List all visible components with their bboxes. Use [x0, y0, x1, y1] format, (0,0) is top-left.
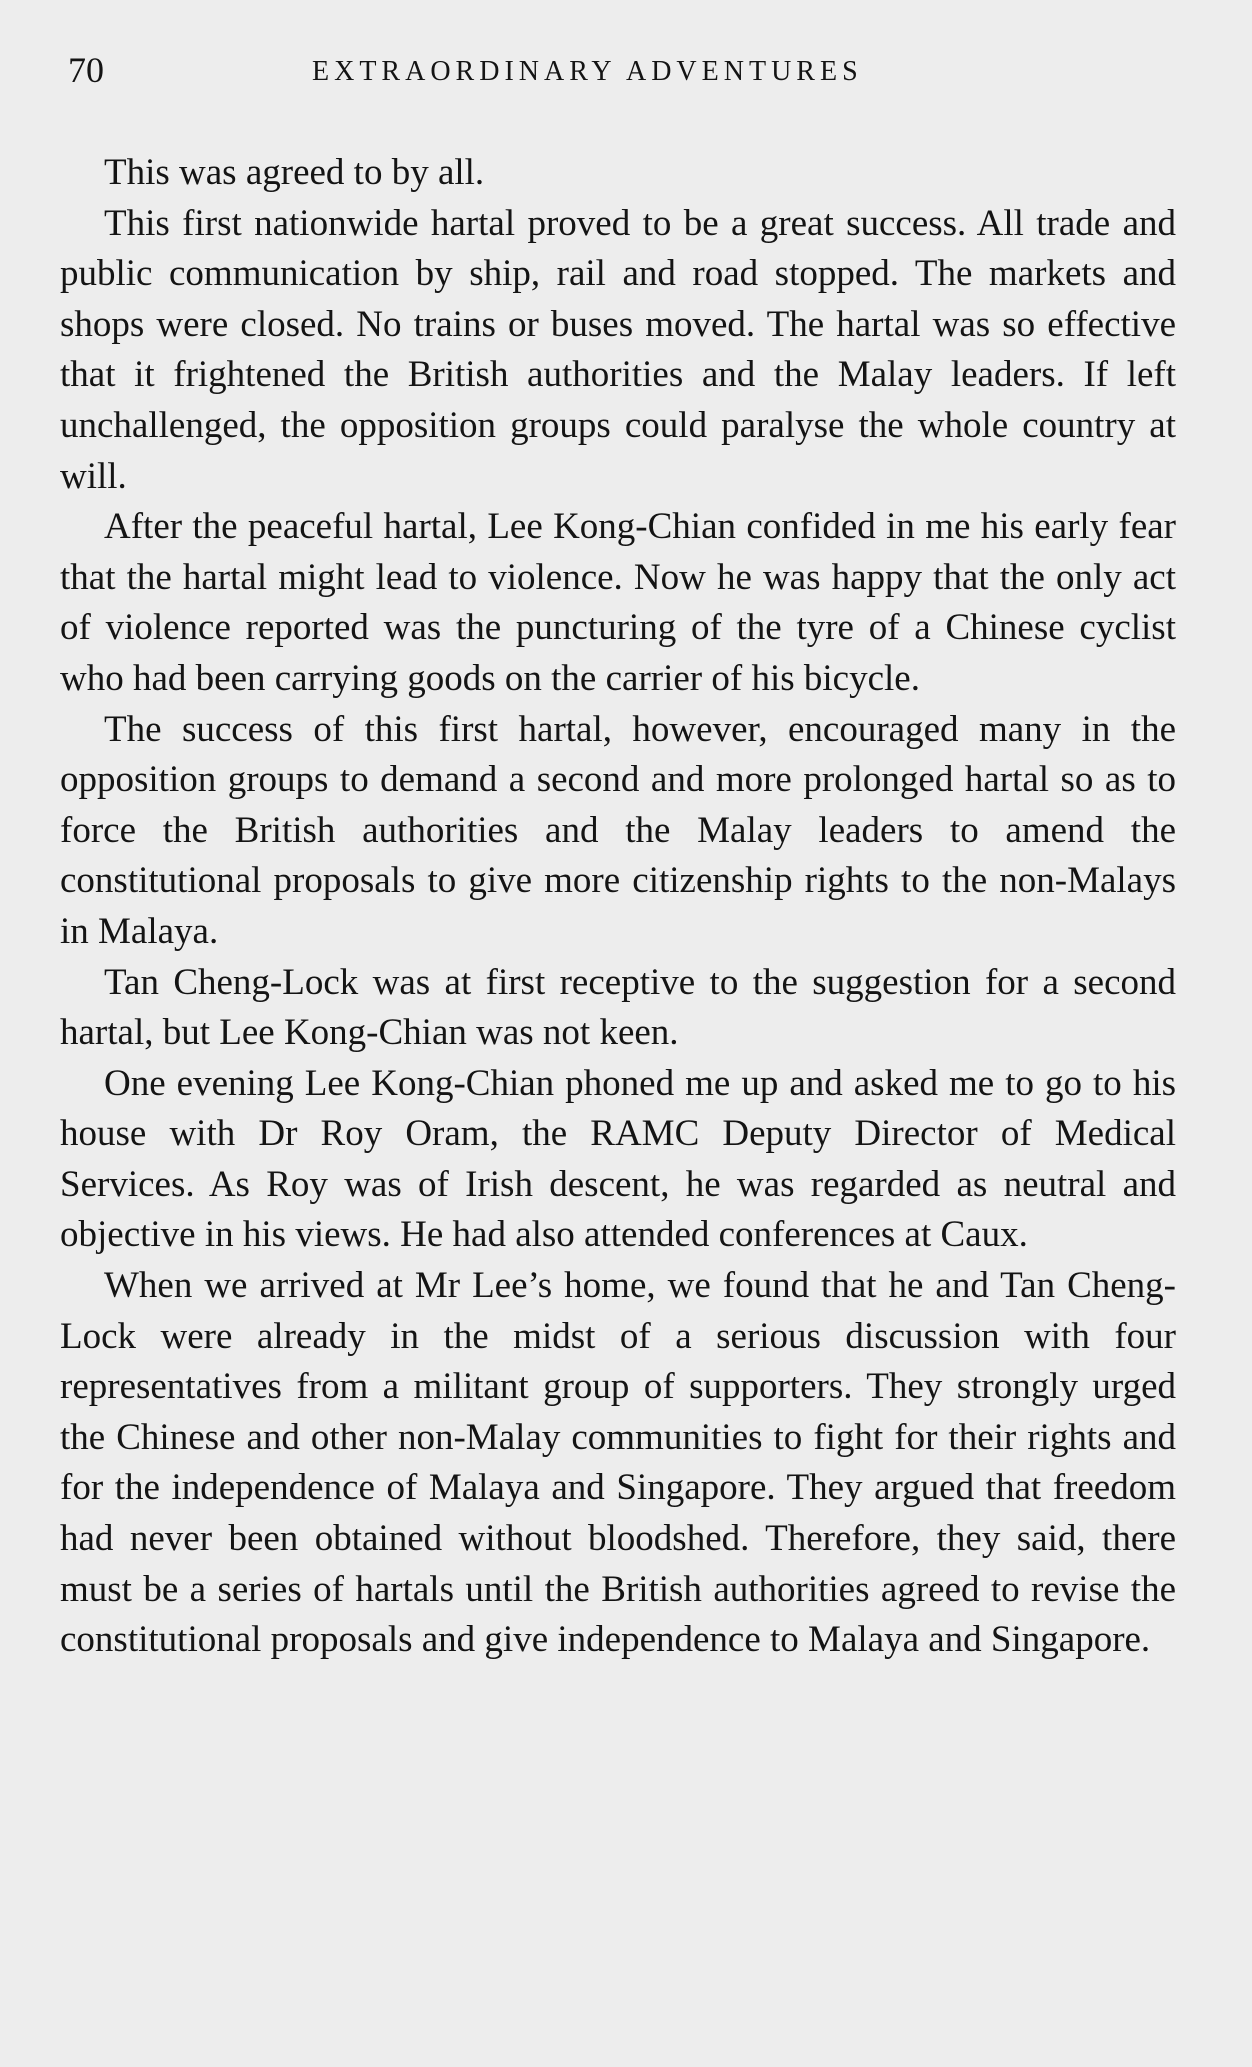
body-text	[60, 148, 1176, 1666]
page-number: 70	[68, 50, 104, 90]
paragraph-second-hartal-demand: The success of this first hartal, however, encouraged many in the opposition groups to demand a second and more prolonged hartal so as to force the British authorities and the Malay leaders to amend the constitutional proposals to give more citizenship rights to the non-Malays in Malaya.	[60, 708, 1176, 952]
running-title: EXTRAORDINARY ADVENTURES	[312, 56, 863, 87]
paragraph-meeting: When we arrived at Mr Lee’s home, we found that he and Tan Cheng-Lock were already in the midst of a serious discussion with four representatives from a militant group of supporters. They strongly urged the Chinese and other non-Malay communities to fight for their rights and for the independence of Malaya and Singapore. They argued that freedom had never been obtained without bloodshed. Therefore, they said, there must be a series of hartals until the British authorities agreed to revise the constitutional proposals and give independence to Malaya and Singapore.	[60, 1265, 1176, 1661]
paragraph-phone-call: One evening Lee Kong-Chian phoned me up and asked me to go to his house with Dr Roy Oram, the RAMC Deputy Director of Medical Services. As Roy was of Irish descent, he was regarded as neutral and objective in his views. He had also attended conferences at Caux.	[60, 1062, 1176, 1256]
paragraph-agreement: This was agreed to by all.	[104, 152, 485, 193]
running-head	[62, 48, 1190, 98]
paragraph-hartal-success: This first nationwide hartal proved to be a great success. All trade and public communication by ship, rail and road stopped. The markets and shops were closed. No trains or buses moved. The hartal was so effective that it frightened the British authorities and the Malay leaders. If left unchallenged, the opposition groups could paralyse the whole country at will.	[60, 202, 1176, 497]
paragraph-tan-cheng-lock: Tan Cheng-Lock was at first receptive to the suggestion for a second hartal, but Lee Kong-Chian was not keen.	[60, 961, 1176, 1054]
paragraph-peaceful-hartal: After the peaceful hartal, Lee Kong-Chian confided in me his early fear that the hartal might lead to violence. Now he was happy that the only act of violence reported was the puncturing of the tyre of a Chinese cyclist who had been carrying goods on the carrier of his bicycle.	[60, 506, 1176, 699]
